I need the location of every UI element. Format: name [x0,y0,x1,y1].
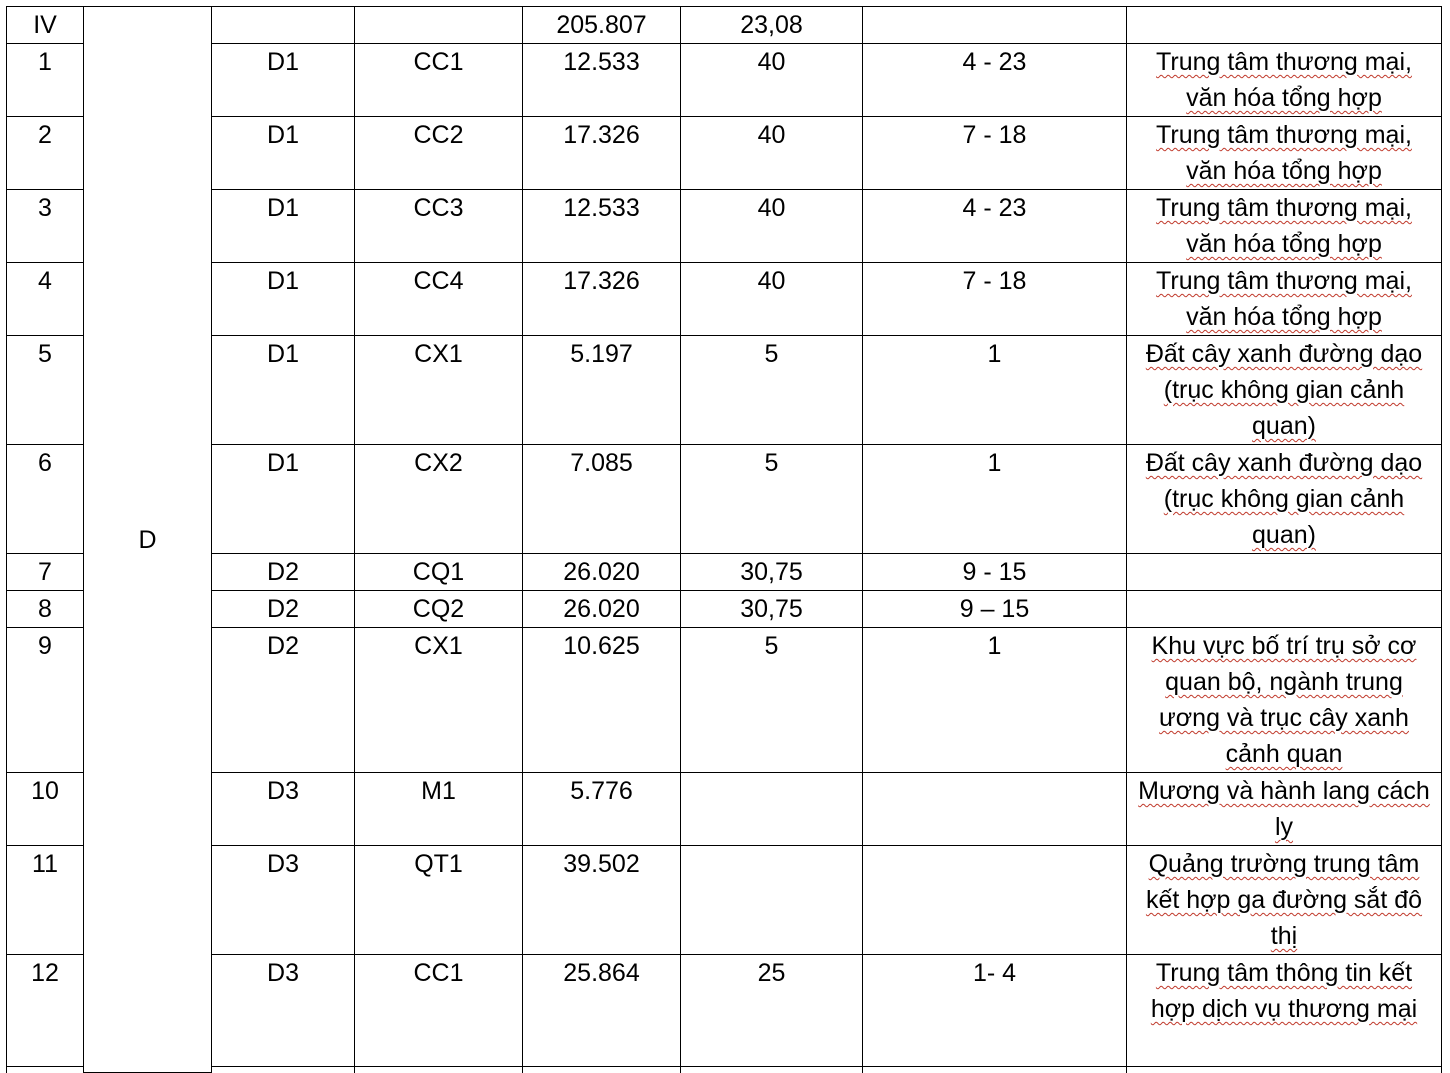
table-row [7,628,1442,773]
cell-floors: 4 - 23 [863,44,1127,117]
cell-stt: 9 [7,628,84,773]
cell-lot: CC2 [355,117,523,190]
cell-height: 40 [681,263,863,336]
cell-height: 5 [681,336,863,445]
cell-block: D2 [212,591,355,628]
cell-area: 10.625 [523,628,681,773]
cell-floors: 7 - 18 [863,117,1127,190]
cell-stt: 8 [7,591,84,628]
cell-block: D1 [212,336,355,445]
cell-stt: 12 [7,955,84,1067]
cell-floors: 9 - 15 [863,554,1127,591]
table-row [7,190,1442,263]
cell-block: D1 [212,190,355,263]
group-row [7,7,1442,44]
cell-height: 5 [681,445,863,554]
cell-lot: CC1 [355,44,523,117]
cell-floors [863,846,1127,955]
cell-floors: 4 - 23 [863,190,1127,263]
cell-lot: QT1 [355,846,523,955]
cell-floors [863,773,1127,846]
cell-lot: CC1 [355,955,523,1067]
cell-stt: 1 [7,44,84,117]
cell-stt: 7 [7,554,84,591]
cell-block: D1 [212,263,355,336]
table-row [7,955,1442,1067]
cell-lot: CX2 [355,445,523,554]
cell-stt: 2 [7,117,84,190]
cell-floors: 9 – 15 [863,591,1127,628]
cell-area: 26.020 [523,591,681,628]
cell-block: D2 [212,628,355,773]
cell-height: 30,75 [681,591,863,628]
cell-floors: 1 [863,628,1127,773]
table-row [7,117,1442,190]
cell-note: Trung tâm thương mại, văn hóa tổng hợp [1127,190,1442,263]
cell-lot: CX1 [355,628,523,773]
cell-stt: 11 [7,846,84,955]
cell-height: 30,75 [681,554,863,591]
cell-height [681,773,863,846]
cell-note: Đất cây xanh đường dạo (trục không gian cảnh quan) [1127,445,1442,554]
table-row [7,445,1442,554]
cell-area: 25.864 [523,955,681,1067]
group-area: 205.807 [523,7,681,44]
cell-note: Đất cây xanh đường dạo (trục không gian cảnh quan) [1127,336,1442,445]
planning-table [6,6,1442,1073]
table-row [7,554,1442,591]
cell-stt: 10 [7,773,84,846]
cell-lot: CC4 [355,263,523,336]
cell-stt: 3 [7,190,84,263]
cell-height: 40 [681,117,863,190]
cell-note: Trung tâm thương mại, văn hóa tổng hợp [1127,263,1442,336]
cell-note [1127,554,1442,591]
cell-note: Trung tâm thương mại, văn hóa tổng hợp [1127,117,1442,190]
cell-lot: CQ2 [355,591,523,628]
cell-block: D2 [212,554,355,591]
cell-block: D3 [212,955,355,1067]
group-height: 23,08 [681,7,863,44]
cell-height [681,846,863,955]
table-row [7,44,1442,117]
cell-area: 12.533 [523,190,681,263]
cell-lot: CC3 [355,190,523,263]
cell-stt: 4 [7,263,84,336]
cell-lot: M1 [355,773,523,846]
cell-note: Trung tâm thương mại, văn hóa tổng hợp [1127,44,1442,117]
cell-area: 5.197 [523,336,681,445]
cell-area: 17.326 [523,117,681,190]
cell-floors: 1- 4 [863,955,1127,1067]
cell-height: 25 [681,955,863,1067]
table-row [7,846,1442,955]
cell-area: 39.502 [523,846,681,955]
table-row [7,591,1442,628]
table-row [7,263,1442,336]
cell-note: Mương và hành lang cách ly [1127,773,1442,846]
cell-note: Trung tâm thông tin kết hợp dịch vụ thương mại [1127,955,1442,1067]
cell-block: D3 [212,846,355,955]
cell-lot: CX1 [355,336,523,445]
cell-note: Khu vực bố trí trụ sở cơ quan bộ, ngành trung ương và trục cây xanh cảnh quan [1127,628,1442,773]
table-row [7,773,1442,846]
cell-area: 26.020 [523,554,681,591]
cell-block: D1 [212,117,355,190]
table-row [7,336,1442,445]
cell-floors: 1 [863,445,1127,554]
cell-block: D1 [212,44,355,117]
cell-floors: 1 [863,336,1127,445]
cell-height: 40 [681,44,863,117]
cell-area: 17.326 [523,263,681,336]
cell-lot: CQ1 [355,554,523,591]
cell-area: 12.533 [523,44,681,117]
cell-stt: 6 [7,445,84,554]
cell-stt: 5 [7,336,84,445]
cell-height: 5 [681,628,863,773]
cell-note: Quảng trường trung tâm kết hợp ga đường sắt đô thị [1127,846,1442,955]
zone-label: D [84,7,212,1073]
cell-block: D3 [212,773,355,846]
cell-area: 7.085 [523,445,681,554]
cell-note [1127,591,1442,628]
cell-area: 5.776 [523,773,681,846]
cell-height: 40 [681,190,863,263]
group-stt: IV [7,7,84,44]
cell-floors: 7 - 18 [863,263,1127,336]
cell-block: D1 [212,445,355,554]
